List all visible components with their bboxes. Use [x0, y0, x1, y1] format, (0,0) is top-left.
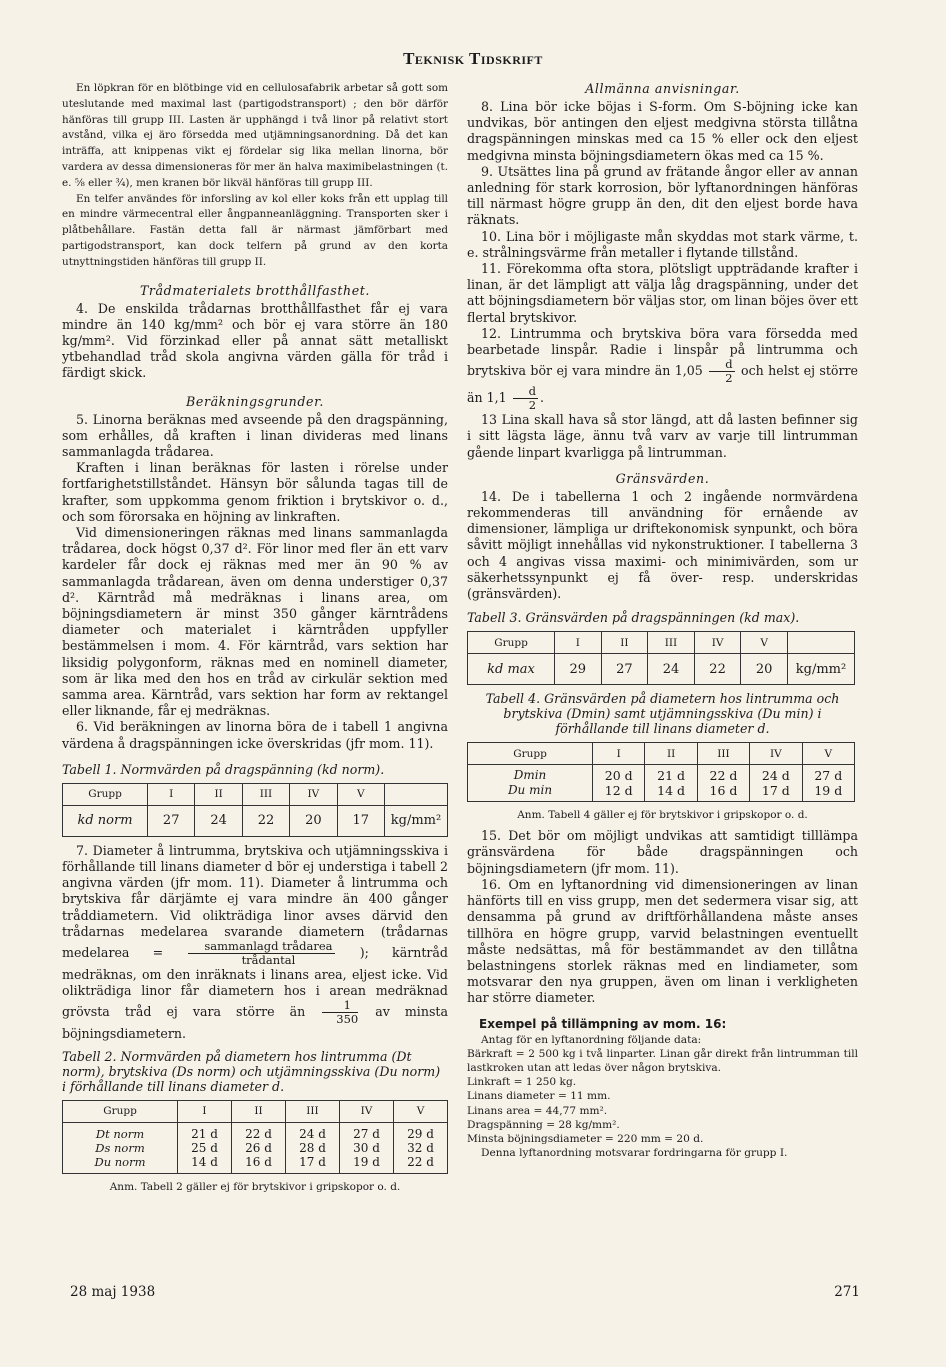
example-line: Linans diameter = 11 mm. [467, 1090, 611, 1103]
row-label-line: Du min [507, 783, 553, 798]
table-4 [467, 742, 855, 802]
table-cell: 27 [148, 805, 195, 836]
table-header [788, 632, 855, 654]
cell-value: 21 d [657, 768, 686, 784]
left-column [62, 81, 448, 1200]
table-caption: Tabell 1. Normvärden på dragspänning (kd norm). [62, 761, 385, 777]
unit-cell: kg/mm² [788, 654, 855, 685]
paragraph: 16. Om en lyftanordning vid dimensioneringen av linan hänförts till en viss grupp, men det sedermera visar sig, att densamma på grund av driftförhållandena måste anses tillhöra en högre grupp, varvid belastningen eventuellt måste nedsättas, må för bestämmandet av den tillåtna belastningens storlek räknas med en lindiameter, som motsvarar den nya gruppen, även om linan i verkligheten har större diameter. [467, 876, 858, 1006]
example-line: Linans area = 44,77 mm². [467, 1104, 608, 1117]
cell-value: 22 d [245, 1126, 272, 1141]
table-header: III [648, 632, 695, 654]
table-header: Grupp [468, 743, 593, 765]
masthead: Teknisk Tidskrift [403, 49, 543, 68]
cell-value: 27 d [814, 768, 843, 784]
issue-date: 28 maj 1938 [70, 1284, 156, 1300]
table-cell: 24 [195, 805, 242, 836]
example-heading: Exempel på tillämpning av mom. 16: [479, 1016, 727, 1031]
table-2 [62, 1100, 448, 1174]
table-cell [593, 765, 645, 802]
text-run: av minsta böjningsdiametern. [62, 1004, 448, 1042]
table-caption: Tabell 3. Gränsvärden på dragspänningen (kd max). [467, 610, 800, 626]
fraction [188, 940, 334, 967]
table-cell: 22 [694, 654, 741, 685]
table-header: I [148, 783, 195, 805]
table-cell [340, 1122, 394, 1173]
row-label-line: Du norm [94, 1154, 146, 1169]
table-1 [62, 783, 448, 837]
table-header: IV [340, 1100, 394, 1122]
table-cell: 29 [555, 654, 602, 685]
example-line: Dragspänning = 28 kg/mm². [467, 1118, 620, 1131]
table-cell [645, 765, 697, 802]
table-cell [232, 1122, 286, 1173]
table-header: Grupp [468, 632, 555, 654]
cell-value: 30 d [353, 1140, 380, 1155]
table-header: III [697, 743, 749, 765]
text-run: . [540, 390, 545, 406]
table-header: IV [694, 632, 741, 654]
row-label: kd norm [63, 805, 148, 836]
table-note: Anm. Tabell 2 gäller ej för brytskivor i gripskopor o. d. [109, 1180, 401, 1193]
table-cell: 24 [648, 654, 695, 685]
paragraph: 9. Utsättes lina på grund av frätande ångor eller av annan anledning för stark korrosion, bör lyftanordningen hänföras till närmast högre grupp än den, dit den eljest borde hava räknats. [467, 163, 858, 228]
fraction [513, 385, 538, 412]
cell-value: 16 d [709, 783, 738, 799]
table-header: II [232, 1100, 286, 1122]
cell-value: 20 d [604, 768, 633, 784]
fraction-numerator: 1 [322, 999, 358, 1013]
table-note: Anm. Tabell 4 gäller ej för brytskivor i gripskopor o. d. [517, 809, 808, 822]
fraction-denominator: 2 [725, 371, 733, 386]
table-cell: 17 [337, 805, 384, 836]
table-header: V [802, 743, 854, 765]
right-column [467, 81, 858, 1160]
table-3 [467, 631, 855, 685]
row-label-line: Ds norm [95, 1140, 145, 1155]
paragraph: 11. Förekomma ofta stora, plötsligt uppträdande krafter i linan, är det lämpligt att välja låg dragspänning, under det att böjningsdiametern bör väljas stor, om linan böjes över ett flertal brytskivor. [467, 261, 858, 325]
unit-cell: kg/mm² [385, 805, 448, 836]
cell-value: 24 d [299, 1126, 326, 1141]
paragraph: Vid dimensioneringen räknas med linans sammanlagda trådarea, dock högst 0,37 d². För linor med fler än ett varv kardeler får dock ej räknas med mer än 90 % av sammanlagda trådarean, även om denna understiger 0,37 d². Kärntråd må medräknas i linans area, om böjningsdiametern är minst 350 gånger kärntrådens diameter och materialet i kärntråden uppfyller bestämmelsen i mom. 4. För kärntråd, vars sektion har liksidig polygonform, räknas med en nominell diameter, som är lika med den hos en tråd av cirkulär sektion med samma area. Kärntråd, vars sektion har form av rektangel eller liknande, får ej medräknas. [62, 525, 448, 719]
text-run: och helst ej större än 1,1 [467, 363, 858, 406]
table-header: I [593, 743, 645, 765]
cell-value: 16 d [245, 1154, 272, 1169]
fraction-denominator: 2 [528, 398, 537, 413]
cell-value: 19 d [814, 783, 843, 799]
table-cell [750, 765, 802, 802]
paragraph: En telfer användes för inforsling av kol eller koks från ett upplag till en mindre värmecentral eller ångpanneanläggning. Transporten sker i plåtbehållare. Fastän detta fall är närmast jämförbart med partigodstransport, kan dock telfern på grund av den korta utnyttningstiden hänföras till grupp II. [62, 192, 448, 268]
section-heading: Trådmaterialets brotthållfasthet. [139, 282, 371, 298]
section-heading: Allmänna anvisningar. [585, 81, 740, 96]
paragraph [62, 843, 448, 1043]
cell-value: 24 d [761, 768, 790, 784]
cell-value: 14 d [191, 1154, 218, 1169]
table-cell [697, 765, 749, 802]
table-header: Grupp [63, 783, 148, 805]
cell-value: 17 d [299, 1154, 326, 1169]
table-header: IV [290, 783, 337, 805]
table-header: I [555, 632, 602, 654]
fraction [709, 358, 734, 385]
cell-value: 27 d [353, 1126, 380, 1141]
paragraph: En löpkran för en blötbinge vid en cellulosafabrik arbetar så gott som uteslutande med maximal last (partigodstransport) ; den bör därför hänföras till grupp III. Lasten är upphängd i två linor på relativt stort avstånd, vilka ej äro försedda med utjämningsanordning. Då det kan inträffa, att knippenas vikt ej fördelar sig lika mellan linorna, bör vardera av dessa dimensioneras för mer än halva maximibelastningen (t. e. ⅝ eller ¾), men kranen bör likväl hänföras till grupp III. [62, 82, 448, 189]
cell-value: 22 d [709, 768, 738, 784]
table-cell [394, 1122, 448, 1173]
table-cell [286, 1122, 340, 1173]
table-cell [178, 1122, 232, 1173]
table-header: II [601, 632, 648, 654]
cell-value: 19 d [353, 1154, 380, 1169]
row-label-line: Dmin [513, 768, 547, 783]
cell-value: 21 d [191, 1126, 218, 1141]
table-caption: Tabell 4. Gränsvärden på diametern hos lintrumma och brytskiva (Dmin) samt utjämningsskiva (Du min) i förhållande till linans diameter d. [485, 691, 840, 737]
paragraph: 8. Lina bör icke böjas i S-form. Om S-böjning icke kan undvikas, bör antingen den eljest medgivna största tillåtna dragspänningen minskas med ca 15 % eller ock den eljest medgivna minsta böjningsdiametern ökas med ca 15 %. [467, 99, 858, 163]
fraction [322, 999, 358, 1026]
section-heading: Gränsvärden. [615, 470, 710, 486]
fraction-denominator: 350 [336, 1012, 359, 1027]
cell-value: 25 d [191, 1140, 218, 1155]
paragraph: 15. Det bör om möjligt undvikas att samtidigt tilllämpa gränsvärdena för både dragspänningen och böjningsdiametern (jfr mom. 11). [467, 828, 858, 876]
table-header: I [178, 1100, 232, 1122]
table-header: III [242, 783, 289, 805]
cell-value: 22 d [407, 1154, 434, 1169]
row-label: kd max [468, 654, 555, 685]
example-line: Bärkraft = 2 500 kg i två linparter. Linan går direkt från lintrumman till lastkroken utan att ledas över någon brytskiva. [467, 1047, 858, 1074]
text-run: ); kärntråd medräknas, om den inräknats i linans area, eljest icke. Vid olikträdiga linor får diametern hos i arean medräknad grövsta tråd ej vara större än [62, 945, 448, 1020]
example-line: Linkraft = 1 250 kg. [467, 1076, 577, 1089]
cell-value: 29 d [407, 1126, 434, 1141]
cell-value: 12 d [604, 783, 633, 799]
table-cell: 22 [242, 805, 289, 836]
cell-value: 28 d [299, 1140, 326, 1155]
table-cell: 20 [741, 654, 788, 685]
fraction-denominator: trådantal [241, 953, 296, 968]
section-heading: Beräkningsgrunder. [186, 393, 324, 409]
table-caption: Tabell 2. Normvärden på diametern hos lintrumma (Dt norm), brytskiva (Ds norm) och utjämningsskiva (Du norm) i förhållande till linans diameter d. [62, 1048, 441, 1094]
paragraph: 13 Lina skall hava så stor längd, att då lasten befinner sig i sitt lägsta läge, ännu två varv av varje till lintrumman gående linpart kvarligga på lintrumman. [467, 412, 858, 460]
paragraph: Kraften i linan beräknas för lasten i rörelse under fortfarighetstillståndet. Hänsyn bör sålunda tagas till de krafter, som uppkomma genom friktion i brytskivor o. d., och som förorsaka en höjning av linkraften. [62, 460, 448, 524]
table-cell: 20 [290, 805, 337, 836]
table-header: IV [750, 743, 802, 765]
paragraph: 6. Vid beräkningen av linorna böra de i tabell 1 angivna värdena å dragspänningen icke överskridas (jfr mom. 11). [62, 719, 448, 751]
table-header: V [337, 783, 384, 805]
cell-value: 14 d [657, 783, 686, 799]
paragraph: 14. De i tabellerna 1 och 2 ingående normvärdena rekommenderas till användning för ernående av dimensioner, lämpliga ur driftekonomisk synpunkt, och böra såvitt möjligt innehållas vid nykonstruktioner. I tabellerna 3 och 4 angivas vissa maximi- och minimivärden, som ur säkerhetssynpunkt ej få över- resp. underskridas (gränsvärden). [467, 488, 858, 602]
text-run: 7. Diameter å lintrumma, brytskiva och utjämningsskiva i förhållande till linans diameter d bör ej understiga i tabell 2 angivna värden (jfr mom. 11). Diameter å lintrumma och brytskiva får därjämte ej vara mindre än 400 gånger tråddiametern. Vid olikträdiga linor avses därvid den trådarnas medelarea svarande diametern (trådarnas medelarea = [62, 842, 448, 961]
fraction-numerator: d [709, 358, 734, 372]
table-header: Grupp [63, 1100, 178, 1122]
cell-value: 32 d [407, 1140, 434, 1155]
paragraph: 10. Lina bör i möjligaste mån skyddas mot stark värme, t. e. strålningsvärme från metaller i flytande tillstånd. [467, 228, 858, 260]
table-header: III [286, 1100, 340, 1122]
table-header: V [394, 1100, 448, 1122]
example-line: Denna lyftanordning motsvarar fordringarna för grupp I. [481, 1147, 788, 1160]
table-header: V [741, 632, 788, 654]
fraction-numerator: d [513, 385, 538, 399]
fraction-numerator: sammanlagd trådarea [188, 940, 334, 954]
page-number: 271 [834, 1284, 860, 1300]
row-label [468, 765, 593, 802]
paragraph: 5. Linorna beräknas med avseende på den dragspänning, som erhålles, då kraften i linan divideras med linans sammanlagda trådarea. [62, 411, 448, 459]
cell-value: 26 d [245, 1140, 272, 1155]
cell-value: 17 d [761, 783, 790, 799]
paragraph [467, 326, 858, 412]
row-label [63, 1122, 178, 1173]
table-cell: 27 [601, 654, 648, 685]
row-label-line: Dt norm [95, 1126, 145, 1141]
paragraph: 4. De enskilda trådarnas brotthållfasthet får ej vara mindre än 140 kg/mm² och bör ej vara större än 180 kg/mm². Vid förzinkad eller på annat sätt metalliskt ytbehandlad tråd skola angivna värden gälla för tråd i färdigt skick. [62, 300, 448, 381]
text-run: 12. Lintrumma och brytskiva böra vara försedda med bearbetade linspår. Radie i linspår på lintrumma och brytskiva bör ej vara mindre än 1,05 [467, 325, 858, 379]
table-header: II [645, 743, 697, 765]
example-line: Minsta böjningsdiameter = 220 mm = 20 d. [467, 1132, 704, 1145]
table-header: II [195, 783, 242, 805]
table-header [385, 783, 448, 805]
example-line: Antag för en lyftanordning följande data: [481, 1033, 702, 1046]
table-cell [802, 765, 854, 802]
